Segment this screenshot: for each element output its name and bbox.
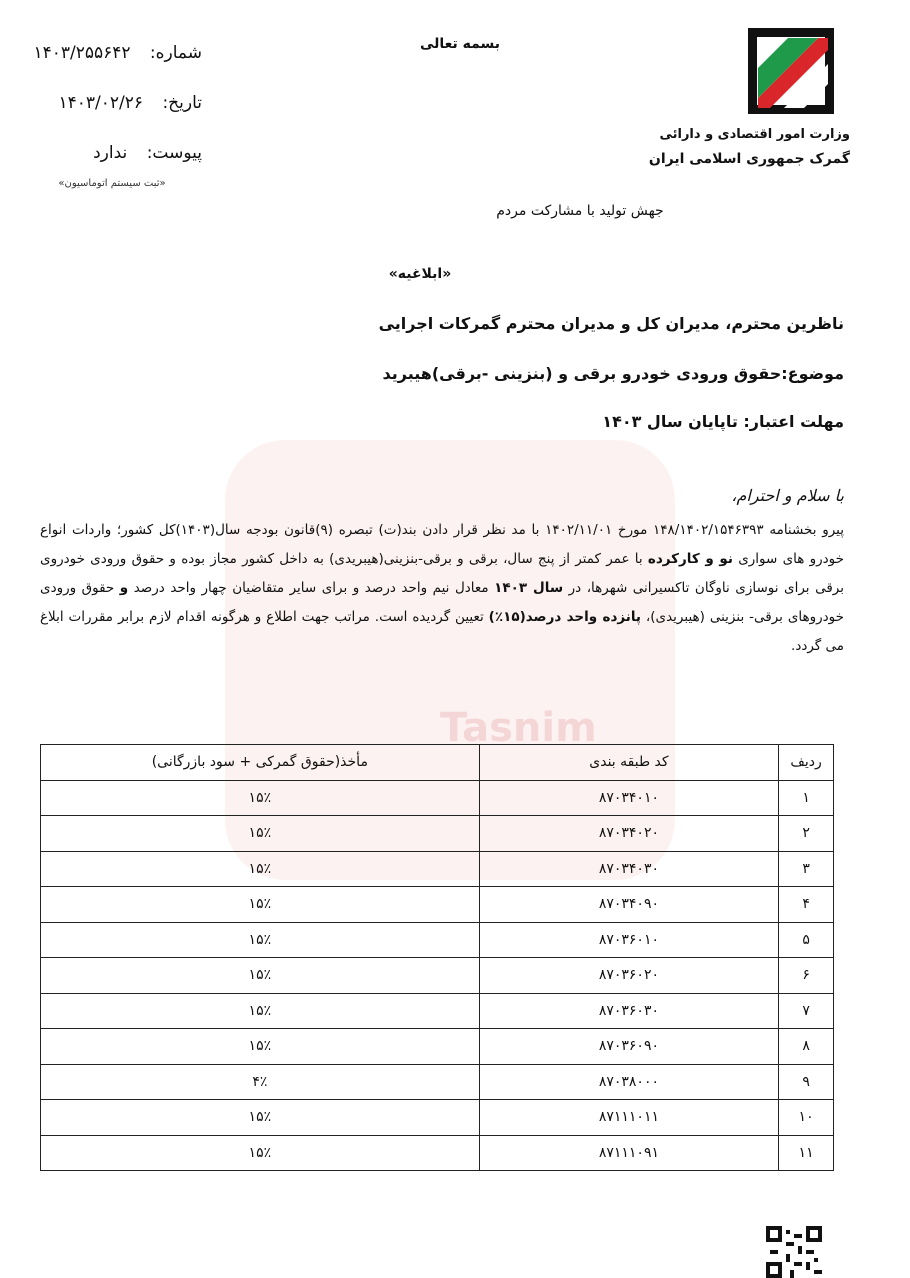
- rate: ۱۵٪: [41, 1135, 480, 1171]
- body-bold-year: سال ۱۴۰۳: [494, 580, 564, 596]
- rate: ۱۵٪: [41, 887, 480, 923]
- hs-code: ۸۷۰۳۶۰۹۰: [479, 1029, 778, 1065]
- row-number: ۴: [779, 887, 834, 923]
- hs-code: ۸۷۰۳۴۰۱۰: [479, 780, 778, 816]
- automation-note: «ثبت سیستم اتوماسیون»: [58, 178, 166, 189]
- header-hs-code: کد طبقه بندی: [479, 745, 778, 781]
- rate: ۱۵٪: [41, 780, 480, 816]
- row-number: ۱: [779, 780, 834, 816]
- hs-code: ۸۷۰۳۴۰۳۰: [479, 851, 778, 887]
- table-row: [41, 816, 834, 852]
- salutation: با سلام و احترام،: [731, 486, 844, 505]
- subject-line: موضوع:حقوق ورودی خودرو برقی و (بنزینی -برقی)هیبرید: [382, 364, 844, 383]
- tariff-table: [40, 744, 834, 1171]
- row-number: ۳: [779, 851, 834, 887]
- date-row: [22, 90, 202, 117]
- table-header-row: [41, 745, 834, 781]
- table-row: [41, 780, 834, 816]
- row-number: ۱۰: [779, 1100, 834, 1136]
- qr-code-icon: [766, 1226, 822, 1278]
- body-part-2: با عمر کمتر از پنج سال، برقی و برقی-بنزینی(هیبریدی) به داخل کشور مجاز بوده و حقوق ورودی خودروی برقی برای نوسازی ناوگان تاکسیرانی شهرها، در: [40, 551, 844, 596]
- row-number: ۹: [779, 1064, 834, 1100]
- row-number: ۶: [779, 958, 834, 994]
- date-value: ۱۴۰۳/۰۲/۲۶: [58, 93, 144, 113]
- row-number: ۵: [779, 922, 834, 958]
- table-row: [41, 851, 834, 887]
- rate: ۴٪: [41, 1064, 480, 1100]
- rate: ۱۵٪: [41, 993, 480, 1029]
- body-part-4: حقوق ورودی خودروهای برقی- بنزینی (هیبریدی)،: [40, 580, 844, 625]
- customs-name: گمرک جمهوری اسلامی ایران: [648, 151, 850, 167]
- body-part-5: تعیین گردیده است. مراتب جهت اطلاع و هرگونه اقدام لازم برابر مقررات ابلاغ می گردد.: [40, 609, 844, 654]
- row-number: ۱۱: [779, 1135, 834, 1171]
- row-number: ۲: [779, 816, 834, 852]
- letter-meta: [22, 40, 202, 189]
- hs-code: ۸۷۰۳۴۰۹۰: [479, 887, 778, 923]
- rate: ۱۵٪: [41, 922, 480, 958]
- rate: ۱۵٪: [41, 958, 480, 994]
- bismillah: بسمه تعالی: [419, 36, 501, 52]
- body-part-3: معادل نیم واحد درصد و برای سایر متقاضیان چهار واحد درصد: [128, 580, 495, 596]
- body-bold-and: و: [119, 580, 129, 596]
- number-value: ۱۴۰۳/۲۵۵۶۴۲: [33, 43, 131, 63]
- header-rate: مأخذ(حقوق گمرکی + سود بازرگانی): [41, 745, 480, 781]
- rate: ۱۵٪: [41, 1029, 480, 1065]
- date-label: تاریخ:: [162, 93, 202, 113]
- hs-code: ۸۷۱۱۱۰۹۱: [479, 1135, 778, 1171]
- table-row: [41, 1064, 834, 1100]
- table-row: [41, 1135, 834, 1171]
- ministry-name: وزارت امور اقتصادی و دارائی: [659, 127, 850, 142]
- number-row: [22, 40, 202, 67]
- table-row: [41, 1100, 834, 1136]
- row-number: ۸: [779, 1029, 834, 1065]
- hs-code: ۸۷۱۱۱۰۱۱: [479, 1100, 778, 1136]
- table-row: [41, 1029, 834, 1065]
- attachment-label: پیوست:: [146, 143, 202, 163]
- validity-line: مهلت اعتبار: تاپایان سال ۱۴۰۳: [602, 412, 844, 431]
- body-bold-fifteen-percent: پانزده واحد درصد(۱۵٪): [488, 609, 641, 625]
- attachment-row: [22, 140, 202, 167]
- attachment-value: ندارد: [93, 143, 128, 163]
- hs-code: ۸۷۰۳۶۰۲۰: [479, 958, 778, 994]
- number-label: شماره:: [149, 43, 202, 63]
- recipient-line: ناظرین محترم، مدیران کل و مدیران محترم گمرکات اجرایی: [378, 314, 844, 333]
- hs-code: ۸۷۰۳۶۰۳۰: [479, 993, 778, 1029]
- slogan: جهش تولید با مشارکت مردم: [496, 203, 664, 219]
- hs-code: ۸۷۰۳۸۰۰۰: [479, 1064, 778, 1100]
- hs-code: ۸۷۰۳۴۰۲۰: [479, 816, 778, 852]
- body-paragraph: [40, 516, 844, 661]
- body-bold-new-used: نو و کارکرده: [647, 551, 733, 567]
- rate: ۱۵٪: [41, 816, 480, 852]
- hs-code: ۸۷۰۳۶۰۱۰: [479, 922, 778, 958]
- table-row: [41, 993, 834, 1029]
- table-row: [41, 958, 834, 994]
- body-part-1: پیرو بخشنامه ۱۴۸/۱۴۰۲/۱۵۴۶۳۹۳ مورخ ۱۴۰۲/۱۱/۰۱ با مد نظر قرار دادن بند(ت) تبصره (۹)قانون بودجه سال(۱۴۰۳)کل کشور؛ واردات انواع خودرو های سواری: [40, 522, 845, 567]
- organization-name: [649, 124, 850, 172]
- table-row: [41, 922, 834, 958]
- header-row-number: ردیف: [779, 745, 834, 781]
- notice-title: «ابلاغیه»: [388, 266, 452, 282]
- rate: ۱۵٪: [41, 851, 480, 887]
- table-row: [41, 887, 834, 923]
- customs-logo-icon: [748, 28, 834, 114]
- rate: ۱۵٪: [41, 1100, 480, 1136]
- watermark-text: Tasnim: [440, 705, 597, 751]
- row-number: ۷: [779, 993, 834, 1029]
